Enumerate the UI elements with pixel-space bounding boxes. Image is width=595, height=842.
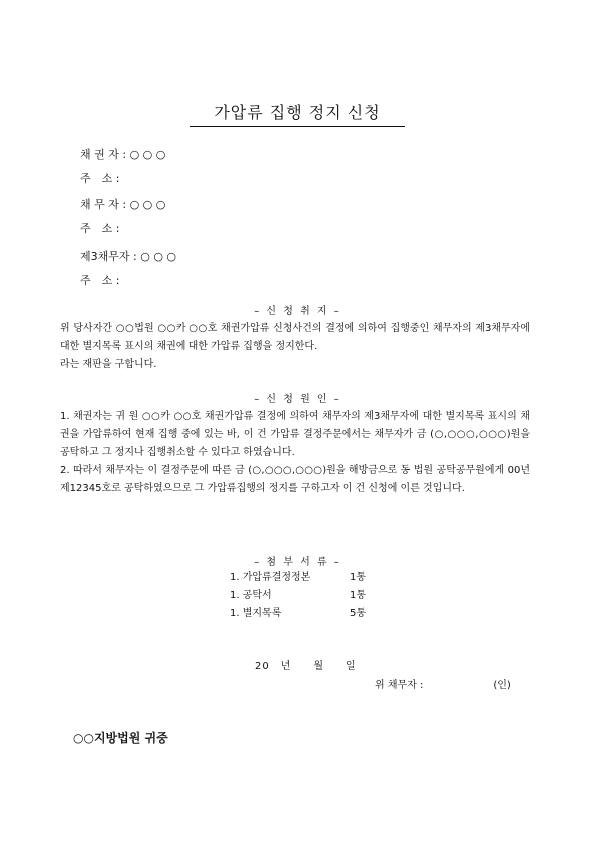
- debtor-block: [80, 193, 165, 241]
- creditor-row: [80, 143, 165, 167]
- attachments-heading: – 첨 부 서 류 –: [254, 557, 341, 568]
- attachment-name: 1. 가압류결정정본: [230, 572, 311, 583]
- attachment-count: 5통: [350, 608, 367, 619]
- third-debtor-address-label: 주 소 :: [80, 274, 120, 287]
- debtor-address-label: 주 소 :: [80, 222, 120, 235]
- third-debtor-row: [80, 245, 176, 269]
- attachment-name: 1. 공탁서: [230, 590, 272, 601]
- third-debtor-label: 제3채무자 :: [80, 250, 137, 263]
- attachment-item: [230, 587, 366, 605]
- purpose-line: 라는 재판을 구합니다.: [60, 359, 157, 370]
- creditor-address-row: [80, 167, 165, 191]
- signature-line: 위 채무자 : (인): [375, 680, 511, 691]
- debtor-row: [80, 193, 165, 217]
- cause-body: [60, 408, 530, 498]
- cause-paragraph: 2. 따라서 채무자는 이 결정주문에 따른 금 (○,○○○,○○○)원을 해방금으로 동 법원 공탁공무원에게 00년 제12345호로 공탁하였으므로 그 가압류집행의 정지를 구하고자 이 건 신청에 이른 것입니다.: [60, 465, 530, 494]
- third-debtor-block: [80, 245, 176, 293]
- creditor-block: [80, 143, 165, 191]
- date-line: 20 년 월 일: [255, 661, 357, 672]
- cause-paragraph: 1. 채권자는 귀 원 ○○카 ○○호 채권가압류 결정에 의하여 채무자의 제3채무자에 대한 별지목록 표시의 채권을 가압류하여 현재 집행 중에 있는 바, 이 건 가압류 결정주문에서는 채무자가 금 (○,○○○,○○○)원을 공탁하고 그 정지나 집행취소할 수 있다고 하였습니다.: [60, 411, 530, 458]
- attachment-item: [230, 605, 366, 623]
- creditor-label: 채 권 자 :: [80, 148, 127, 161]
- third-debtor-address-row: [80, 269, 176, 293]
- debtor-label: 채 무 자 :: [80, 198, 127, 211]
- debtor-address-row: [80, 217, 165, 241]
- attachment-name: 1. 별지목록: [230, 608, 282, 619]
- purpose-line: 위 당사자간 ○○법원 ○○카 ○○호 채권가압류 신청사건의 결정에 의하여 집행중인 채무자의 제3채무자에 대한 별지목록 표시의 채권에 대한 가압류 집행을 정지한다.: [60, 323, 530, 352]
- attachment-item: [230, 569, 366, 587]
- creditor-name: ○ ○ ○: [129, 148, 166, 161]
- cause-heading: – 신 청 원 인 –: [254, 394, 341, 405]
- document-title: 가압류 집행 정지 신청: [190, 100, 405, 127]
- attachments-list: [230, 569, 366, 623]
- purpose-heading: – 신 청 취 지 –: [254, 306, 341, 317]
- debtor-name: ○ ○ ○: [129, 198, 166, 211]
- attachment-count: 1통: [350, 590, 367, 601]
- court-addressee: ○○지방법원 귀중: [73, 731, 168, 745]
- purpose-body: [60, 320, 530, 374]
- third-debtor-name: ○ ○ ○: [140, 250, 177, 263]
- creditor-address-label: 주 소 :: [80, 172, 120, 185]
- attachment-count: 1통: [350, 572, 367, 583]
